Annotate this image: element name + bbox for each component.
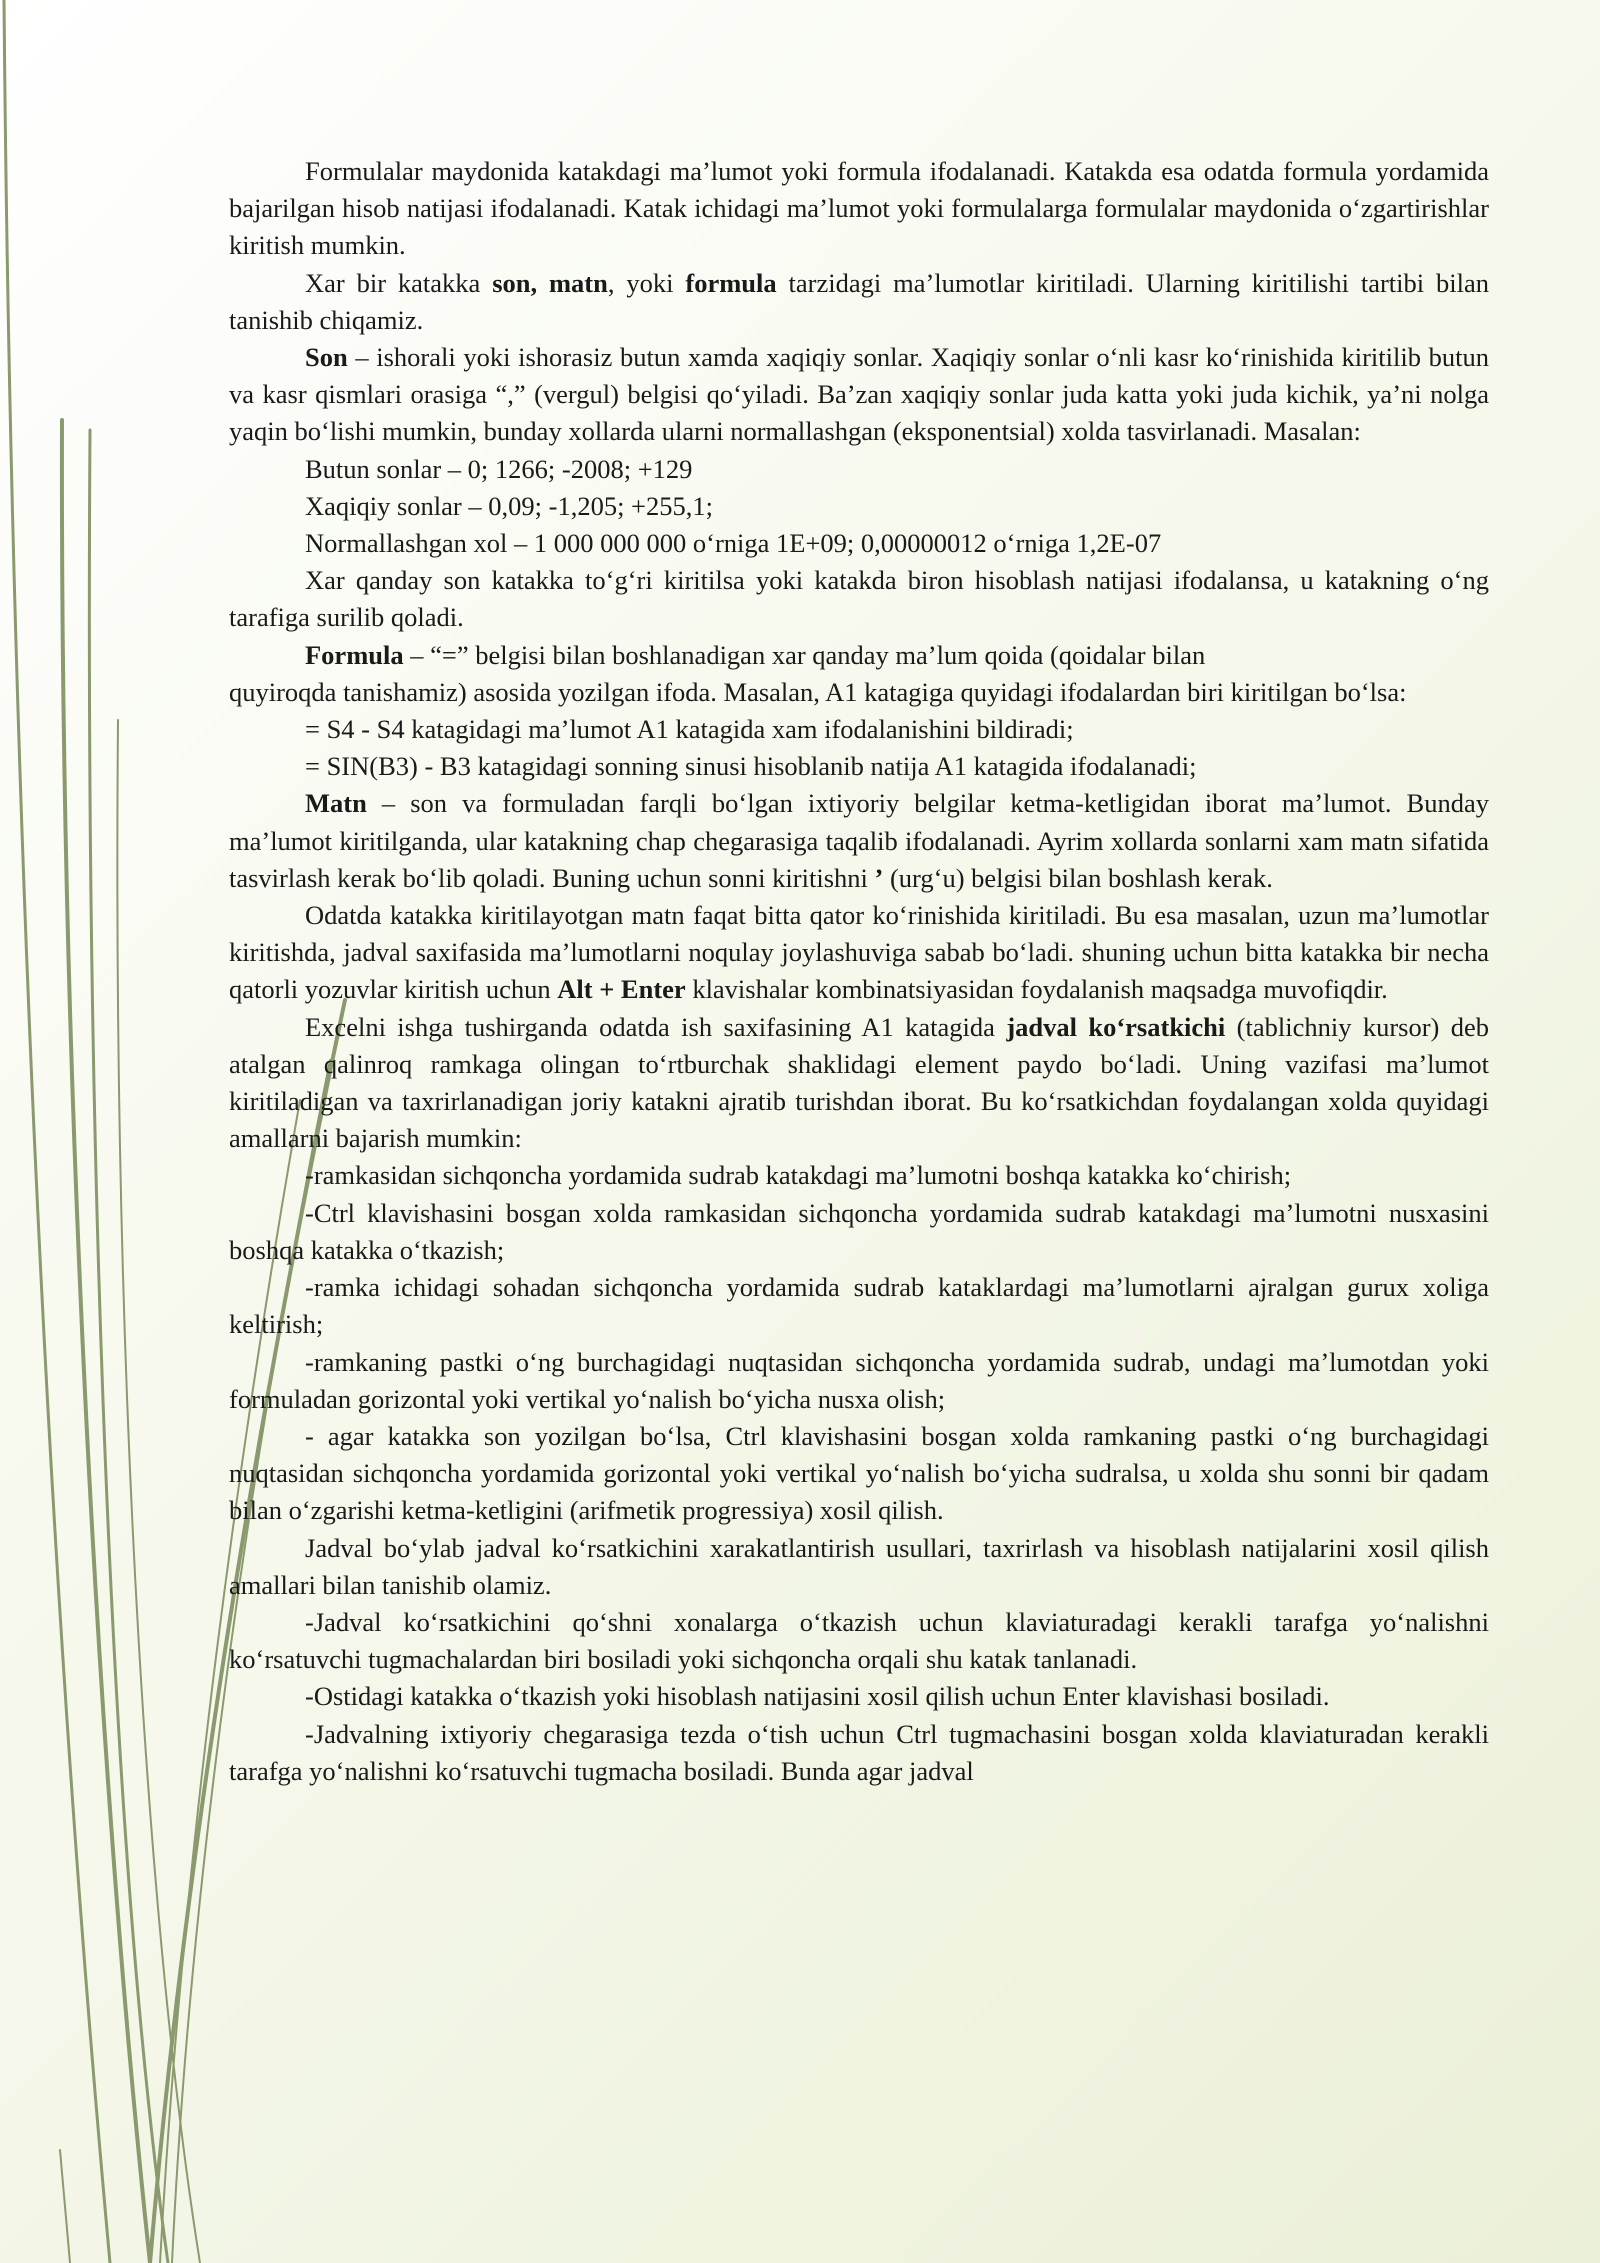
paragraph [229, 1530, 1489, 1604]
paragraph [229, 1009, 1489, 1158]
paragraph [229, 1418, 1489, 1530]
text-run: Jadval bo‘ylab jadval ko‘rsatkichini xarakatlantirish usullari, taxrirlash va hisoblash natijalarini xosil qilish amallari bilan tanishib olamiz. [229, 1532, 1489, 1600]
grass-stroke [117, 720, 200, 2263]
paragraph [229, 153, 1489, 265]
text-run: -ramkasidan sichqoncha yordamida sudrab katakdagi ma’lumotni boshqa katakka ko‘chirish; [305, 1160, 1292, 1191]
text-run: Formulalar maydonida katakdagi ma’lumot yoki formula ifodalanadi. Katakda esa odatda formula yordamida bajarilgan hisob natijasi ifodalanadi. Katak ichidagi ma’lumot yoki formulalarga formulalar maydonida o‘zgartirishlar kiritish mumkin. [229, 156, 1489, 261]
paragraph [229, 637, 1489, 674]
text-run: -ramka ichidagi sohadan sichqoncha yordamida sudrab kataklardagi ma’lumotlarni ajralgan gurux xoliga keltirish; [229, 1272, 1489, 1340]
text-run: quyiroqda tanishamiz) asosida yozilgan ifoda. Masalan, A1 katagiga quyidagi ifodalardan biri kiritilgan bo‘lsa: [229, 676, 1407, 707]
text-run: – son va formuladan farqli bo‘lgan ixtiyoriy belgilar ketma-ketligidan iborat ma’lumot. Bunday ma’lumot kiritilganda, ular katakning chap chegarasiga taqalib ifodalanadi. Ayrim xollarda sonlarni xam matn sifatida tasvirlash kerak bo‘lib qoladi. Buning uchun sonni kiritishni [229, 788, 1489, 893]
document-body [229, 153, 1489, 1790]
text-run: -Ctrl klavishasini bosgan xolda ramkasidan sichqoncha yordamida sudrab katakdagi ma’lumotni nusxasini boshqa katakka o‘tkazish; [229, 1197, 1489, 1265]
paragraph [229, 674, 1489, 711]
text-run: -Jadvalning ixtiyoriy chegarasiga tezda o‘tish uchun Ctrl tugmachasini bosgan xolda klaviaturadan kerakli tarafga yo‘nalishni ko‘rsatuvchi tugmacha bosiladi. Bunda agar jadval [229, 1718, 1489, 1786]
grass-stroke [89, 430, 168, 2263]
text-run: – “=” belgisi bilan boshlanadigan xar qanday ma’lum qoida (qoidalar bilan [403, 639, 1206, 670]
paragraph [229, 562, 1489, 636]
text-run: Excelni ishga tushirganda odatda ish saxifasining A1 katagida [305, 1011, 1007, 1042]
paragraph [229, 525, 1489, 562]
text-run: Butun sonlar – 0; 1266; -2008; +129 [305, 453, 693, 484]
grass-stroke [4, 0, 110, 2263]
text-run: -ramkaning pastki o‘ng burchagidagi nuqtasidan sichqoncha yordamida sudrab, undagi ma’lumotdan yoki formuladan gorizontal yoki vertikal yo‘nalish bo‘yicha nusxa olish; [229, 1346, 1489, 1414]
grass-stroke [62, 420, 150, 2263]
paragraph [229, 711, 1489, 748]
text-run: = SIN(B3) - B3 katagidagi sonning sinusi hisoblanib natija A1 katagida ifodalanadi; [305, 751, 1197, 782]
paragraph [229, 897, 1489, 1009]
bold-text-run: Son [305, 342, 348, 373]
text-run: , yoki [607, 267, 686, 298]
bold-text-run: Matn [305, 788, 367, 819]
text-run: Odatda katakka kiritilayotgan matn faqat bitta qator ko‘rinishida kiritiladi. Bu esa masalan, uzun ma’lumotlar kiritishda, jadval saxifasida ma’lumotlarni noqulay joylashuviga sabab bo‘ladi. shuning uchun bitta katakka bir necha qatorli yozuvlar kiritish uchun [229, 900, 1489, 1005]
bold-text-run: jadval ko‘rsatkichi [1006, 1011, 1226, 1042]
paragraph [229, 265, 1489, 339]
text-run: (urg‘u) belgisi bilan boshlash kerak. [883, 862, 1273, 893]
text-run: klavishalar kombinatsiyasidan foydalanish maqsadga muvofiqdir. [685, 974, 1388, 1005]
text-run: Normallashgan xol – 1 000 000 000 o‘rniga 1E+09; 0,00000012 o‘rniga 1,2E-07 [305, 528, 1162, 559]
text-run: = S4 - S4 katagidagi ma’lumot A1 katagida xam ifodalanishini bildiradi; [305, 714, 1074, 745]
text-run: - agar katakka son yozilgan bo‘lsa, Ctrl klavishasini bosgan xolda ramkaning pastki o‘ng burchagidagi nuqtasidan sichqoncha yordamida gorizontal yoki vertikal yo‘nalish bo‘yicha sudralsa, u xolda shu sonni bir qadam bilan o‘zgarishi ketma-ketligini (arifmetik progressiya) xosil qilish. [229, 1420, 1489, 1526]
paragraph [229, 1604, 1489, 1678]
bold-text-run: ’ [874, 862, 884, 893]
text-run: – ishorali yoki ishorasiz butun xamda xaqiqiy sonlar. Xaqiqiy sonlar o‘nli kasr ko‘rinishida kiritilib butun va kasr qismlari orasiga “,” (vergul) belgisi qo‘yiladi. Ba’zan xaqiqiy sonlar juda katta yoki juda kichik, ya’ni nolga yaqin bo‘lishi mumkin, bunday xollarda ularni normallashgan (eksponentsial) xolda tasvirlanadi. Masalan: [229, 342, 1489, 447]
paragraph [229, 1157, 1489, 1194]
bold-text-run: son, matn [492, 267, 608, 298]
text-run: Xaqiqiy sonlar – 0,09; -1,205; +255,1; [305, 490, 713, 521]
paragraph [229, 748, 1489, 785]
paragraph [229, 1678, 1489, 1715]
text-run: Xar qanday son katakka to‘g‘ri kiritilsa yoki katakda biron hisoblash natijasi ifodalansa, u katakning o‘ng tarafiga surilib qoladi. [229, 565, 1489, 633]
paragraph [229, 339, 1489, 451]
text-run: Xar bir katakka [305, 267, 493, 298]
bold-text-run: Formula [305, 639, 404, 670]
text-run: (tablichniy kursor) deb atalgan qalinroq ramkaga olingan to‘rtburchak shaklidagi element paydo bo‘ladi. Uning vazifasi ma’lumot kiritiladigan va taxrirlanadigan joriy katakni ajratib turishdan iborat. Bu ko‘rsatkichdan foydalangan xolda quyidagi amallarni bajarish mumkin: [229, 1011, 1490, 1154]
paragraph [229, 1716, 1489, 1790]
text-run: tarzidagi ma’lumotlar kiritiladi. Ularning kiritilishi tartibi bilan tanishib chiqamiz. [229, 267, 1489, 335]
text-run: -Ostidagi katakka o‘tkazish yoki hisoblash natijasini xosil qilish uchun Enter klavishasi bosiladi. [305, 1681, 1330, 1712]
paragraph [229, 488, 1489, 525]
paragraph [229, 1269, 1489, 1343]
paragraph [229, 785, 1489, 897]
text-run: -Jadval ko‘rsatkichini qo‘shni xonalarga o‘tkazish uchun klaviaturadagi kerakli tarafga yo‘nalishni ko‘rsatuvchi tugmachalardan biri bosiladi yoki sichqoncha orqali shu katak tanlanadi. [229, 1606, 1489, 1675]
paragraph [229, 451, 1489, 488]
paragraph [229, 1344, 1489, 1418]
paragraph [229, 1195, 1489, 1269]
bold-text-run: Alt + Enter [557, 974, 686, 1005]
grass-stroke [60, 2150, 70, 2263]
bold-text-run: formula [685, 267, 777, 298]
